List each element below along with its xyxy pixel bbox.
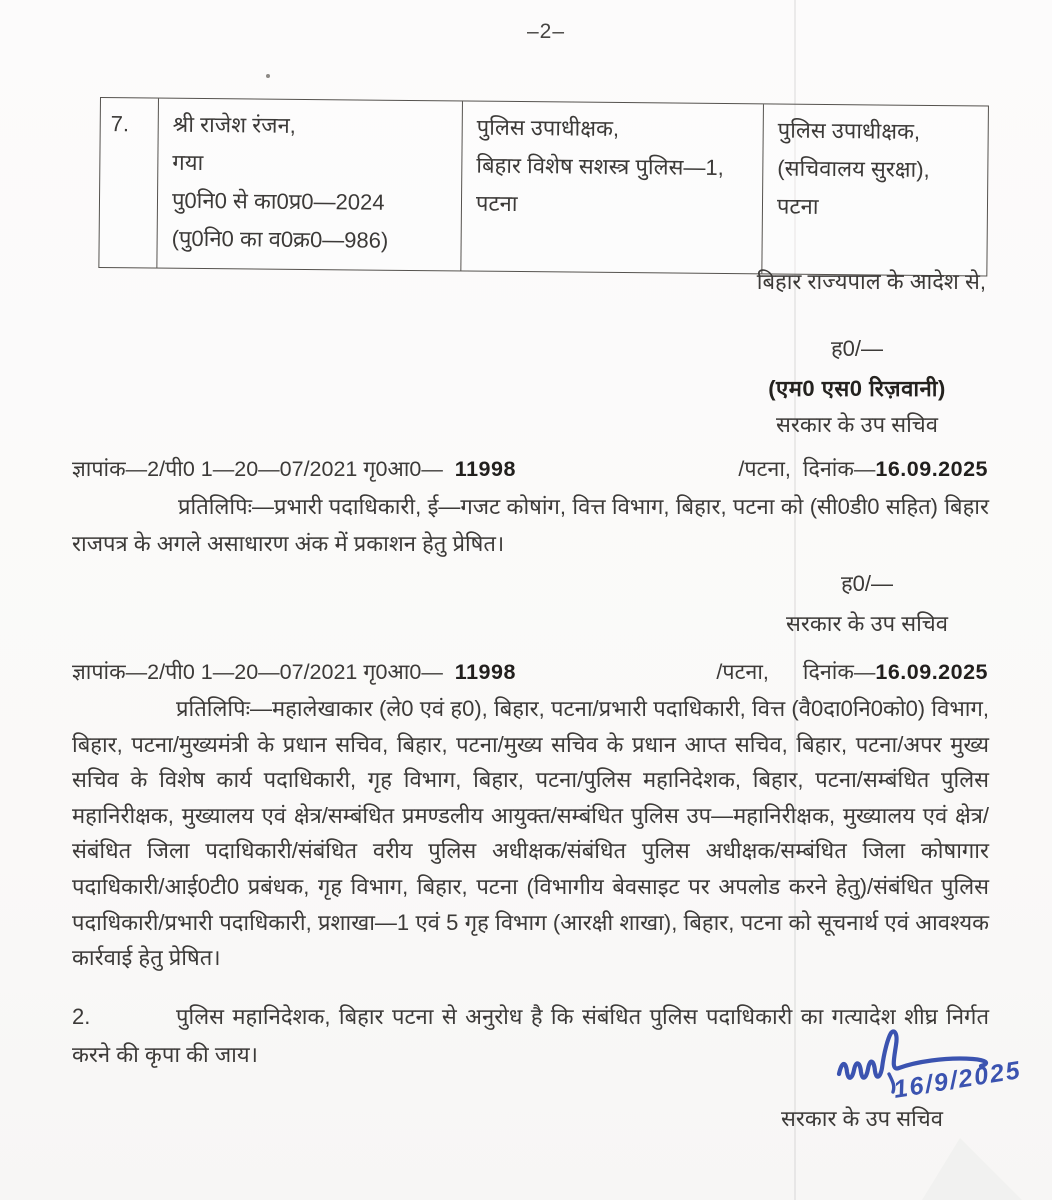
memo-number — [72, 657, 516, 686]
memo-number-label: ज्ञापांक—2/पी0 1—20—07/2021 गृ0आ0— — [72, 457, 443, 481]
bottom-designation: सरकार के उप सचिव — [780, 1106, 944, 1131]
memo-number-label: ज्ञापांक—2/पी0 1—20—07/2021 गृ0आ0— — [72, 660, 443, 684]
signatory-designation: सरकार के उप सचिव — [785, 611, 949, 636]
signed-mark: ह0/— — [840, 571, 894, 596]
handwritten-signature — [833, 1022, 1043, 1112]
new-post-line: (सचिवालय सुरक्षा), पटना — [776, 155, 930, 219]
handwritten-date: 16/9/2025 — [891, 1056, 1024, 1104]
memo-date-label: दिनांक— — [802, 457, 876, 481]
memo-line-1 — [72, 454, 988, 483]
officer-line: (पु0नि0 का व0क्र0—986) — [171, 225, 389, 253]
memo-date-value: 16.09.2025 — [875, 660, 988, 684]
memo-number — [72, 454, 516, 483]
table-cell-current-post — [461, 101, 764, 273]
current-post-line: पटना — [475, 190, 518, 217]
memo-number-value: 11998 — [454, 660, 516, 684]
order-by-line: बिहार राज्यपाल के आदेश से, — [756, 269, 986, 294]
table-cell-new-post — [762, 104, 988, 275]
scan-speck — [266, 74, 270, 78]
memo-place: /पटना, — [738, 457, 791, 481]
serial-number: 7. — [110, 111, 130, 137]
signed-mark: ह0/— — [830, 336, 884, 361]
signatory-designation: सरकार के उप सचिव — [775, 412, 939, 437]
officer-line: श्री राजेश रंजन, — [172, 111, 296, 138]
scan-corner-artifact — [922, 1138, 1022, 1200]
officer-line: पु0नि0 से का0प्र0—2024 — [171, 187, 385, 215]
copy-paragraph-2: प्रतिलिपिः—महालेखाकार (ले0 एवं ह0), बिहार, पटना/प्रभारी पदाधिकारी, वित्त (वै0दा0नि0को0) विभाग, बिहार, पटना/मुख्यमंत्री के प्रधान सचिव, बिहार, पटना/मुख्य सचिव के प्रधान आप्त सचिव, बिहार, पटना/अपर मुख्य सचिव के विशेष कार्य पदाधिकारी, गृह विभाग, बिहार, पटना/पुलिस महानिदेशक, बिहार, पटना/सम्बंधित पुलिस महानिरीक्षक, मुख्यालय एवं क्षेत्र/सम्बंधित प्रमण्डलीय आयुक्त/सम्बंधित पुलिस उप—महानिरीक्षक, मुख्यालय एवं क्षेत्र/संबंधित जिला पदाधिकारी/संबंधित वरीय पुलिस अधीक्षक/संबंधित पुलिस अधीक्षक/सम्बंधित जिला कोषागार पदाधिकारी/आई0टी0 प्रबंधक, गृह विभाग, बिहार, पटना (विभागीय बेवसाइट पर अपलोड करने हेतु)/संबंधित पुलिस पदाधिकारी/प्रभारी पदाधिकारी, प्रशाखा—1 एवं 5 गृह विभाग (आरक्षी शाखा), बिहार, पटना को सूचनार्थ एवं आवश्यक कार्रवाई हेतु प्रेषित। — [72, 696, 989, 971]
memo-date-value: 16.09.2025 — [875, 457, 988, 481]
paragraph-text: पुलिस महानिदेशक, बिहार पटना से अनुरोध है कि संबंधित पुलिस पदाधिकारी का गत्यादेश शीघ्र निर्गत करने की कृपा की जाय। — [72, 1004, 989, 1067]
transfer-order-table — [98, 97, 989, 277]
new-post-line: पुलिस उपाधीक्षक, — [777, 117, 921, 144]
memo-place-date — [716, 657, 988, 686]
officer-line: गया — [172, 149, 204, 175]
memo-date-label: दिनांक— — [802, 660, 876, 684]
signature-block-2 — [742, 568, 992, 638]
memo-place: /पटना, — [716, 660, 769, 684]
current-post-line: पुलिस उपाधीक्षक, — [476, 114, 620, 141]
paragraph-number: 2. — [72, 1004, 91, 1029]
page-number: –2– — [526, 20, 566, 43]
signature-block-1 — [732, 333, 982, 439]
copy-paragraph-1: प्रतिलिपिः—प्रभारी पदाधिकारी, ई—गजट कोषांग, वित्त विभाग, बिहार, पटना को (सी0डी0 सहित) बिहार राजपत्र के अगले असाधारण अंक में प्रकाशन हेतु प्रेषित। — [72, 494, 989, 556]
memo-line-2 — [72, 657, 988, 686]
memo-number-value: 11998 — [454, 457, 516, 481]
signatory-name: (एम0 एस0 रिज़वानी) — [768, 376, 946, 401]
memo-place-date — [738, 454, 988, 483]
table-cell-officer — [157, 99, 463, 271]
table-cell-serial — [99, 98, 159, 268]
current-post-line: बिहार विशेष सशस्त्र पुलिस—1, — [476, 152, 724, 180]
